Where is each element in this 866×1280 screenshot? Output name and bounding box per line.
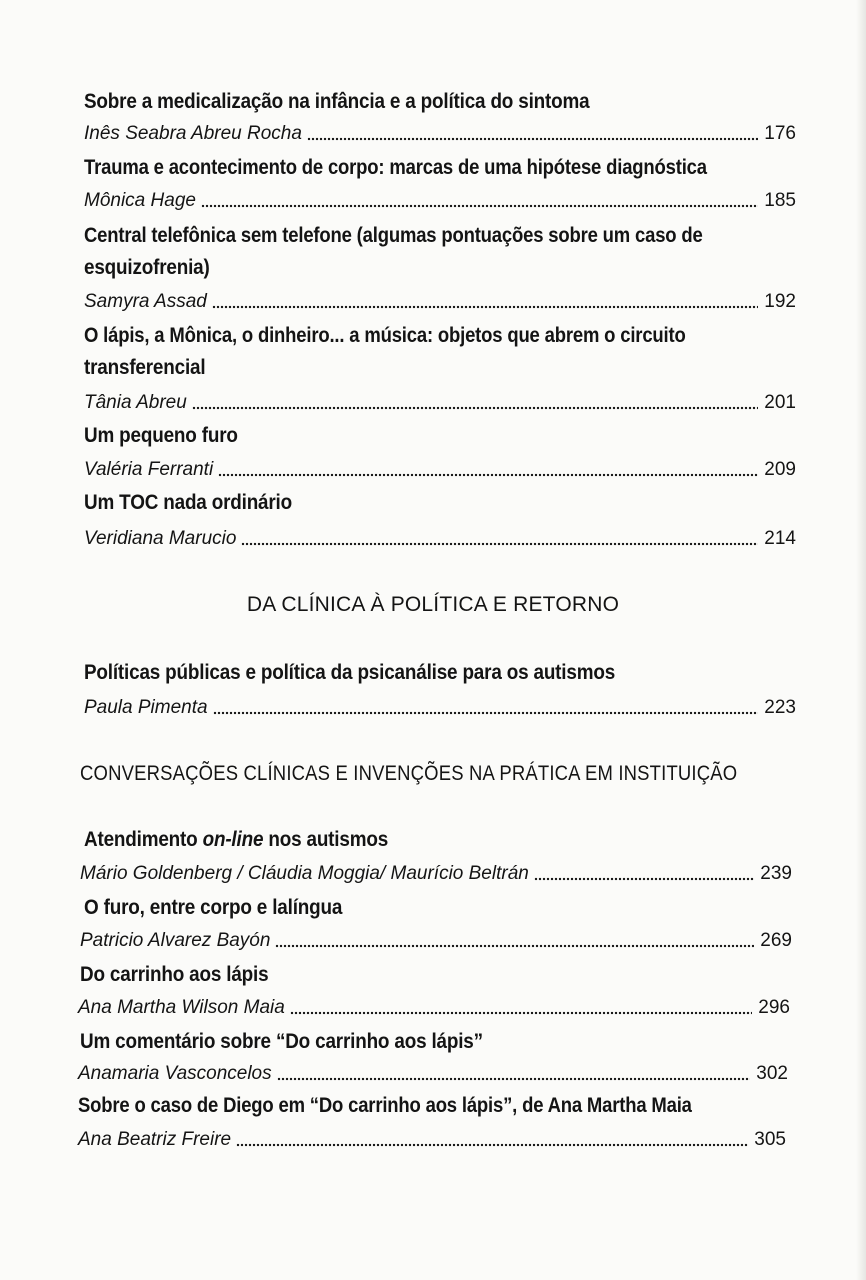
toc-entry-author: Veridiana Marucio — [84, 528, 237, 549]
toc-entry-author-line — [84, 694, 796, 722]
toc-entry-author: Mônica Hage — [84, 190, 196, 211]
toc-entry-author: Paula Pimenta — [84, 697, 208, 718]
toc-entry-page: 201 — [764, 392, 796, 413]
toc-entry-page: 209 — [764, 459, 796, 480]
toc-entry-author: Ana Martha Wilson Maia — [78, 997, 285, 1018]
toc-entry-author-line — [78, 1126, 786, 1154]
toc-entry-author-line — [80, 927, 792, 955]
dot-leader — [290, 1010, 752, 1016]
toc-entry-title: Do carrinho aos lápis — [80, 963, 269, 986]
dot-leader — [236, 1142, 748, 1148]
dot-leader — [307, 136, 758, 142]
toc-entry-author-line — [84, 187, 796, 215]
dot-leader — [277, 1076, 751, 1082]
toc-entry-page: 239 — [760, 863, 792, 884]
toc-entry-title: Trauma e acontecimento de corpo: marcas de uma hipótese diagnóstica — [84, 156, 707, 179]
toc-entry-title — [84, 824, 388, 856]
toc-entry-title: Sobre a medicalização na infância e a política do sintoma — [84, 90, 590, 113]
toc-entry-title: Central telefônica sem telefone (algumas pontuações sobre um caso de — [84, 224, 703, 247]
toc-entry-author-line — [78, 994, 790, 1022]
toc-entry-page: 296 — [758, 997, 790, 1018]
toc-entry-author-line — [80, 860, 792, 888]
toc-entry-title-continued: esquizofrenia) — [84, 256, 210, 279]
toc-entry-title: Sobre o caso de Diego em “Do carrinho aos lápis”, de Ana Martha Maia — [78, 1094, 692, 1117]
section-heading: DA CLÍNICA À POLÍTICA E RETORNO — [246, 593, 620, 616]
toc-entry-page: 192 — [764, 291, 796, 312]
toc-entry-page: 176 — [764, 123, 796, 144]
toc-entry-title-emphasis: on-line — [202, 828, 264, 851]
dot-leader — [534, 876, 754, 882]
toc-entry-title: O lápis, a Mônica, o dinheiro... a música: objetos que abrem o circuito — [84, 324, 686, 347]
dot-leader — [213, 710, 759, 716]
toc-entry-author: Ana Beatriz Freire — [78, 1129, 232, 1150]
dot-leader — [201, 203, 758, 209]
dot-leader — [192, 405, 758, 411]
toc-entry-author-line — [84, 389, 796, 417]
toc-entry-title-part: nos autismos — [263, 828, 389, 851]
section-heading: CONVERSAÇÕES CLÍNICAS E INVENÇÕES NA PRÁTICA EM INSTITUIÇÃO — [80, 762, 738, 785]
toc-entry-title: Um comentário sobre “Do carrinho aos lápis” — [80, 1030, 483, 1053]
toc-entry-page: 223 — [764, 697, 796, 718]
toc-entry-author-line — [84, 120, 796, 148]
toc-entry-author-line — [78, 1060, 788, 1088]
toc-entry-title: Um TOC nada ordinário — [84, 491, 292, 514]
toc-entry-page: 269 — [760, 930, 792, 951]
toc-entry-title-part: Atendimento — [84, 828, 203, 851]
dot-leader — [212, 304, 758, 310]
toc-entry-author: Valéria Ferranti — [84, 459, 214, 480]
dot-leader — [275, 943, 754, 949]
toc-entry-author: Mário Goldenberg / Cláudia Moggia/ Maurício Beltrán — [80, 863, 529, 884]
toc-entry-author: Inês Seabra Abreu Rocha — [84, 123, 302, 144]
toc-entry-author-line — [84, 525, 796, 553]
page-edge-shadow — [856, 0, 866, 1280]
toc-entry-title: Um pequeno furo — [84, 424, 238, 447]
toc-entry-page: 305 — [754, 1129, 786, 1150]
toc-entry-page: 302 — [756, 1063, 788, 1084]
toc-entry-author: Anamaria Vasconcelos — [78, 1063, 272, 1084]
toc-entry-author: Patricio Alvarez Bayón — [80, 930, 271, 951]
toc-entry-author-line — [84, 288, 796, 316]
toc-entry-title: O furo, entre corpo e lalíngua — [84, 896, 343, 919]
dot-leader — [218, 472, 758, 478]
toc-entry-title-continued: transferencial — [84, 356, 206, 379]
toc-entry-title: Políticas públicas e política da psicanálise para os autismos — [84, 661, 616, 684]
toc-entry-author: Samyra Assad — [84, 291, 207, 312]
toc-entry-author: Tânia Abreu — [84, 392, 187, 413]
toc-entry-author-line — [84, 456, 796, 484]
dot-leader — [241, 541, 758, 547]
toc-entry-page: 185 — [764, 190, 796, 211]
toc-entry-page: 214 — [764, 528, 796, 549]
